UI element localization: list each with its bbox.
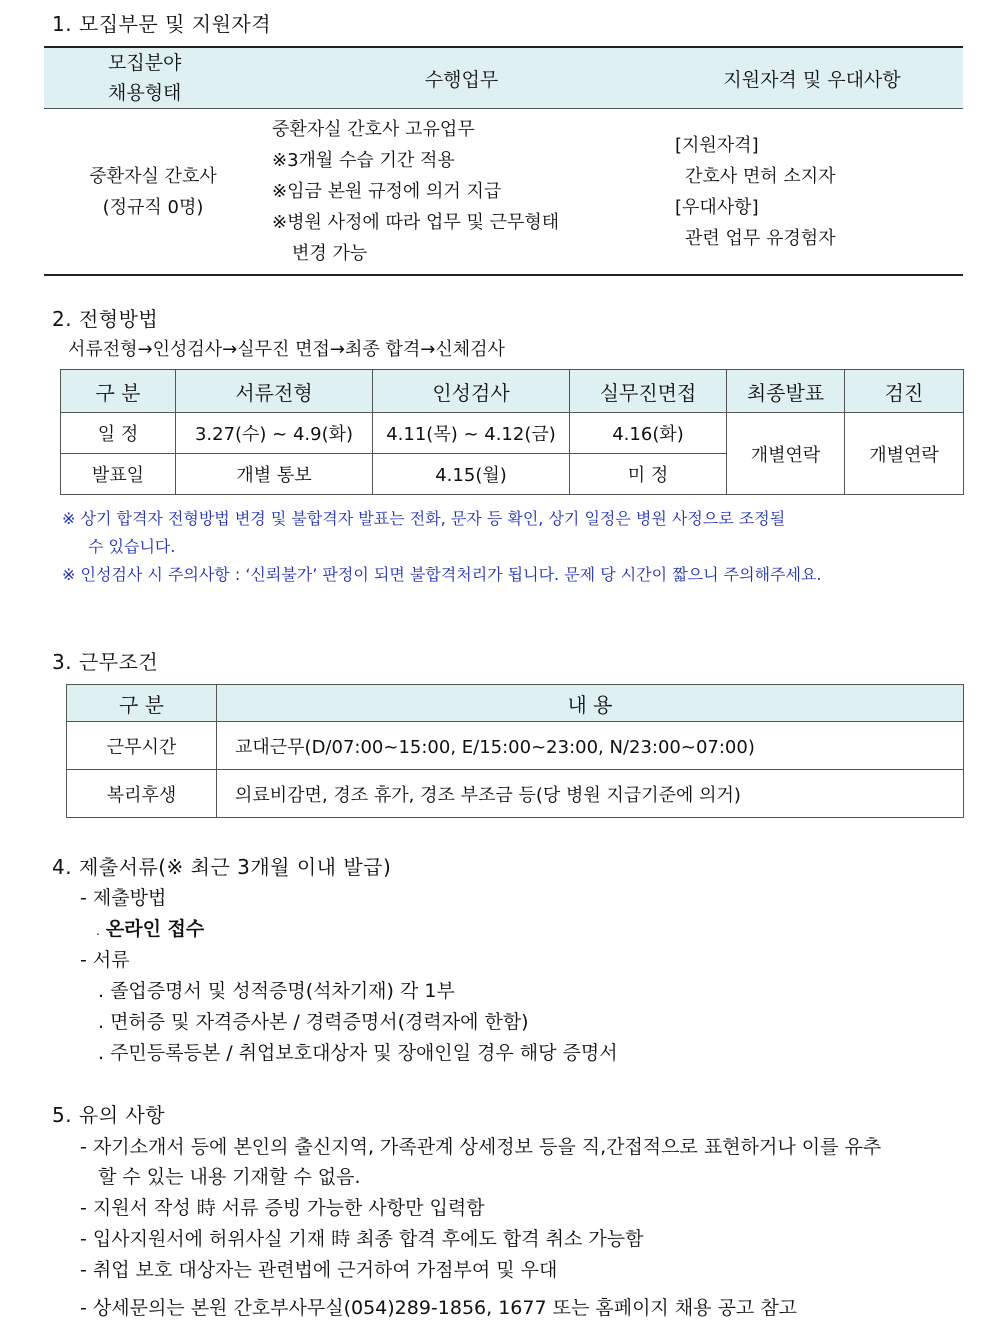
notice-item-cont: 할 수 있는 내용 기재할 수 없음.: [98, 1166, 361, 1188]
header-category: 구 분: [61, 370, 176, 413]
document-item: . 면허증 및 자격증사본 / 경력증명서(경력자에 한함): [98, 1011, 529, 1033]
table-row: [67, 770, 964, 818]
row-label-work-hours: 근무시간: [67, 722, 217, 770]
header-duties: 수행업무: [262, 47, 661, 109]
note-2: ※ 인성검사 시 주의사항 : ‘신뢰불가’ 판정이 되면 불합격처리가 됩니다. 문제 당 시간이 짧으니 주의해주세요.: [62, 565, 822, 584]
schedule-cell: 4.11(목) ~ 4.12(금): [373, 413, 570, 454]
position-cell: [44, 109, 262, 276]
note-1: ※ 상기 합격자 전형방법 변경 및 불합격자 발표는 전화, 문자 등 확인, 상기 일정은 병원 사정으로 조정될: [62, 509, 786, 528]
header-final-announcement: 최종발표: [727, 370, 845, 413]
preference-heading: [우대사항]: [675, 196, 759, 218]
header-health-check: 검진: [845, 370, 964, 413]
table-row: [44, 109, 963, 276]
table-header-row: [44, 47, 963, 109]
qual-line: 간호사 면허 소지자: [685, 165, 836, 187]
benefits-value: 의료비감면, 경조 휴가, 경조 부조금 등(당 병원 지급기준에 의거): [217, 770, 964, 818]
selection-flow: 서류전형→인성검사→실무진 면접→최종 합격→신체검사: [68, 339, 505, 360]
header-field: 모집분야: [108, 52, 182, 74]
schedule-table: [60, 369, 964, 495]
duties-cell: [262, 109, 661, 276]
position-name: 중환자실 간호사: [89, 165, 217, 187]
work-hours-value: 교대근무(D/07:00~15:00, E/15:00~23:00, N/23:00~07:00): [217, 722, 964, 770]
note-1-cont: 수 있습니다.: [88, 537, 176, 556]
document-item: . 주민등록등본 / 취업보호대상자 및 장애인일 경우 해당 증명서: [98, 1042, 618, 1064]
schedule-cell: 4.16(화): [570, 413, 727, 454]
submission-method-label: - 제출방법: [80, 887, 167, 909]
header-qualifications: 지원자격 및 우대사항: [661, 47, 963, 109]
recruitment-table: [44, 46, 963, 276]
announcement-cell: 미 정: [570, 454, 727, 495]
preference-line: 관련 업무 유경험자: [685, 227, 836, 249]
duty-line: 중환자실 간호사 고유업무: [272, 119, 475, 140]
qualification-cell: [661, 109, 963, 276]
row-label-schedule: 일 정: [61, 413, 176, 454]
submission-method: [96, 914, 204, 941]
table-row: [61, 413, 964, 454]
documents-label: - 서류: [80, 949, 130, 971]
notice-item: - 지원서 작성 時 서류 증빙 가능한 사항만 입력함: [80, 1197, 485, 1219]
section-3-title: 3. 근무조건: [52, 650, 159, 674]
schedule-cell: 3.27(수) ~ 4.9(화): [176, 413, 373, 454]
position-count: (정규직 0명): [102, 196, 204, 218]
header-interview: 실무진면접: [570, 370, 727, 413]
header-employment-type: 채용형태: [108, 82, 182, 104]
section-1-title: 1. 모집부문 및 지원자격: [52, 12, 272, 36]
work-conditions-table: [66, 684, 964, 818]
section-5-title: 5. 유의 사항: [52, 1103, 166, 1127]
document-item: . 졸업증명서 및 성적증명(석차기재) 각 1부: [98, 980, 455, 1002]
bullet-dot: .: [96, 924, 100, 938]
online-submission: 온라인 접수: [105, 918, 205, 940]
duty-line: 변경 가능: [292, 243, 368, 264]
qual-heading: [지원자격]: [675, 134, 759, 156]
announcement-cell: 4.15(월): [373, 454, 570, 495]
row-label-benefits: 복리후생: [67, 770, 217, 818]
section-2-title: 2. 전형방법: [52, 307, 159, 331]
table-row: [67, 722, 964, 770]
header-content: 내 용: [217, 685, 964, 722]
header-field-type: [44, 47, 262, 109]
notice-item: - 상세문의는 본원 간호부사무실(054)289-1856, 1677 또는 홈페이지 채용 공고 참고: [80, 1297, 798, 1319]
conditions-header-row: [67, 685, 964, 722]
health-check-cell: 개별연락: [845, 413, 964, 495]
header-document-screening: 서류전형: [176, 370, 373, 413]
final-announcement-cell: 개별연락: [727, 413, 845, 495]
header-category: 구 분: [67, 685, 217, 722]
notice-item: - 취업 보호 대상자는 관련법에 근거하여 가점부여 및 우대: [80, 1259, 558, 1281]
notice-item: - 자기소개서 등에 본인의 출신지역, 가족관계 상세정보 등을 직,간접적으로 표현하거나 이를 유추: [80, 1136, 882, 1158]
duty-line: ※병원 사정에 따라 업무 및 근무형태: [272, 212, 560, 233]
row-label-announcement: 발표일: [61, 454, 176, 495]
duty-line: ※3개월 수습 기간 적용: [272, 150, 455, 171]
header-personality-test: 인성검사: [373, 370, 570, 413]
notice-item: - 입사지원서에 허위사실 기재 時 최종 합격 후에도 합격 취소 가능함: [80, 1228, 644, 1250]
schedule-header-row: [61, 370, 964, 413]
section-4-title: 4. 제출서류(※ 최근 3개월 이내 발급): [52, 855, 392, 879]
announcement-cell: 개별 통보: [176, 454, 373, 495]
duty-line: ※임금 본원 규정에 의거 지급: [272, 181, 502, 202]
